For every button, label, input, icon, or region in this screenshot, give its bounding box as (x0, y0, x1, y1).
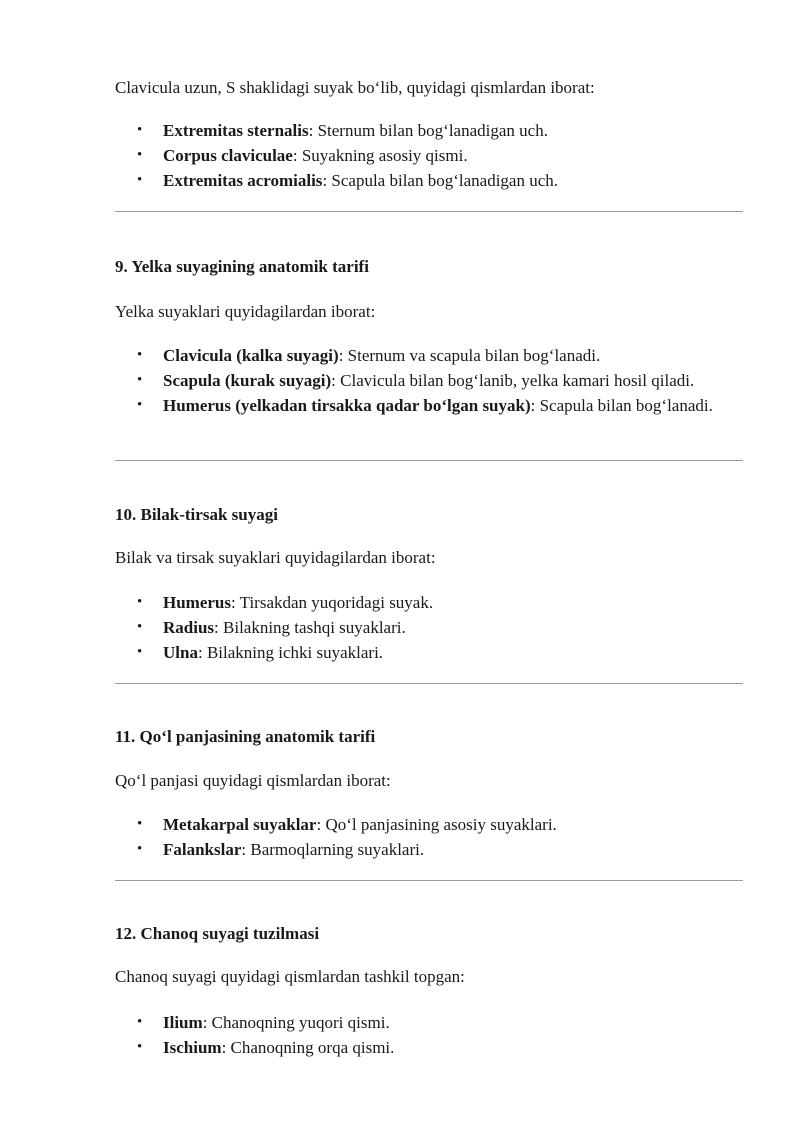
item-description: : Scapula bilan bog‘lanadigan uch. (322, 171, 559, 190)
bullet-icon: • (137, 397, 143, 413)
section-intro: Bilak va tirsak suyaklari quyidagilardan iborat: (115, 548, 436, 567)
bullet-icon: • (137, 619, 143, 635)
section-yelka (115, 254, 743, 418)
item-description: : Tirsakdan yuqoridagi suyak. (231, 593, 434, 612)
list-item (115, 640, 743, 665)
list-item (115, 837, 743, 862)
bullet-icon: • (137, 1039, 143, 1055)
item-description: : Bilakning tashqi suyaklari. (214, 618, 406, 637)
bullet-list (115, 812, 743, 862)
bullet-icon: • (137, 172, 143, 188)
list-item (115, 615, 743, 640)
item-term: Ulna (163, 643, 198, 662)
bullet-icon: • (137, 841, 143, 857)
section-heading: 9. Yelka suyagining anatomik tarifi (115, 257, 369, 276)
item-term: Falankslar (163, 840, 242, 859)
item-term: Humerus (163, 593, 231, 612)
item-description: : Chanoqning orqa qismi. (221, 1038, 395, 1057)
bullet-icon: • (137, 122, 143, 138)
item-term: Ischium (163, 1038, 222, 1057)
list-item (115, 118, 743, 143)
bullet-icon: • (137, 347, 143, 363)
item-term: Extremitas sternalis (163, 121, 309, 140)
item-description: : Scapula bilan bog‘lanadi. (530, 396, 713, 415)
item-term: Scapula (kurak suyagi) (163, 371, 332, 390)
horizontal-divider (115, 460, 743, 461)
section-clavicula (115, 75, 743, 193)
item-description: : Qo‘l panjasining asosiy suyaklari. (316, 815, 557, 834)
bullet-list (115, 343, 743, 418)
section-intro: Yelka suyaklari quyidagilardan iborat: (115, 302, 376, 321)
list-item (115, 812, 743, 837)
list-item (115, 143, 743, 168)
list-item (115, 168, 743, 193)
section-heading: 12. Chanoq suyagi tuzilmasi (115, 924, 320, 943)
list-item (115, 343, 743, 368)
section-intro: Chanoq suyagi quyidagi qismlardan tashkil topgan: (115, 967, 465, 986)
item-term: Radius (163, 618, 215, 637)
item-description: : Clavicula bilan bog‘lanib, yelka kamari hosil qiladi. (331, 371, 695, 390)
list-item (115, 393, 743, 418)
item-term: Extremitas acromialis (163, 171, 323, 190)
item-term: Clavicula (kalka suyagi) (163, 346, 339, 365)
horizontal-divider (115, 683, 743, 684)
horizontal-divider (115, 211, 743, 212)
bullet-icon: • (137, 644, 143, 660)
bullet-list (115, 118, 743, 193)
list-item (115, 1035, 743, 1060)
section-qol-panjasi (115, 724, 743, 862)
list-item (115, 368, 743, 393)
item-term: Humerus (yelkadan tirsakka qadar bo‘lgan suyak) (163, 396, 531, 415)
bullet-icon: • (137, 594, 143, 610)
bullet-list (115, 590, 743, 665)
bullet-icon: • (137, 816, 143, 832)
item-term: Corpus claviculae (163, 146, 293, 165)
section-chanoq (115, 921, 743, 1060)
section-intro: Qo‘l panjasi quyidagi qismlardan iborat: (115, 771, 391, 790)
section-intro: Clavicula uzun, S shaklidagi suyak bo‘lib, quyidagi qismlardan iborat: (115, 78, 595, 97)
bullet-icon: • (137, 372, 143, 388)
bullet-list (115, 1010, 743, 1060)
bullet-icon: • (137, 147, 143, 163)
item-description: : Suyakning asosiy qismi. (292, 146, 468, 165)
item-description: : Sternum va scapula bilan bog‘lanadi. (338, 346, 601, 365)
section-heading: 10. Bilak-tirsak suyagi (115, 505, 278, 524)
item-term: Ilium (163, 1013, 203, 1032)
bullet-icon: • (137, 1014, 143, 1030)
item-description: : Barmoqlarning suyaklari. (241, 840, 425, 859)
list-item (115, 590, 743, 615)
section-heading: 11. Qo‘l panjasining anatomik tarifi (115, 727, 376, 746)
section-bilak-tirsak (115, 502, 743, 665)
item-description: : Bilakning ichki suyaklari. (197, 643, 384, 662)
item-description: : Sternum bilan bog‘lanadigan uch. (308, 121, 548, 140)
horizontal-divider (115, 880, 743, 881)
item-description: : Chanoqning yuqori qismi. (202, 1013, 390, 1032)
item-term: Metakarpal suyaklar (163, 815, 317, 834)
list-item (115, 1010, 743, 1035)
